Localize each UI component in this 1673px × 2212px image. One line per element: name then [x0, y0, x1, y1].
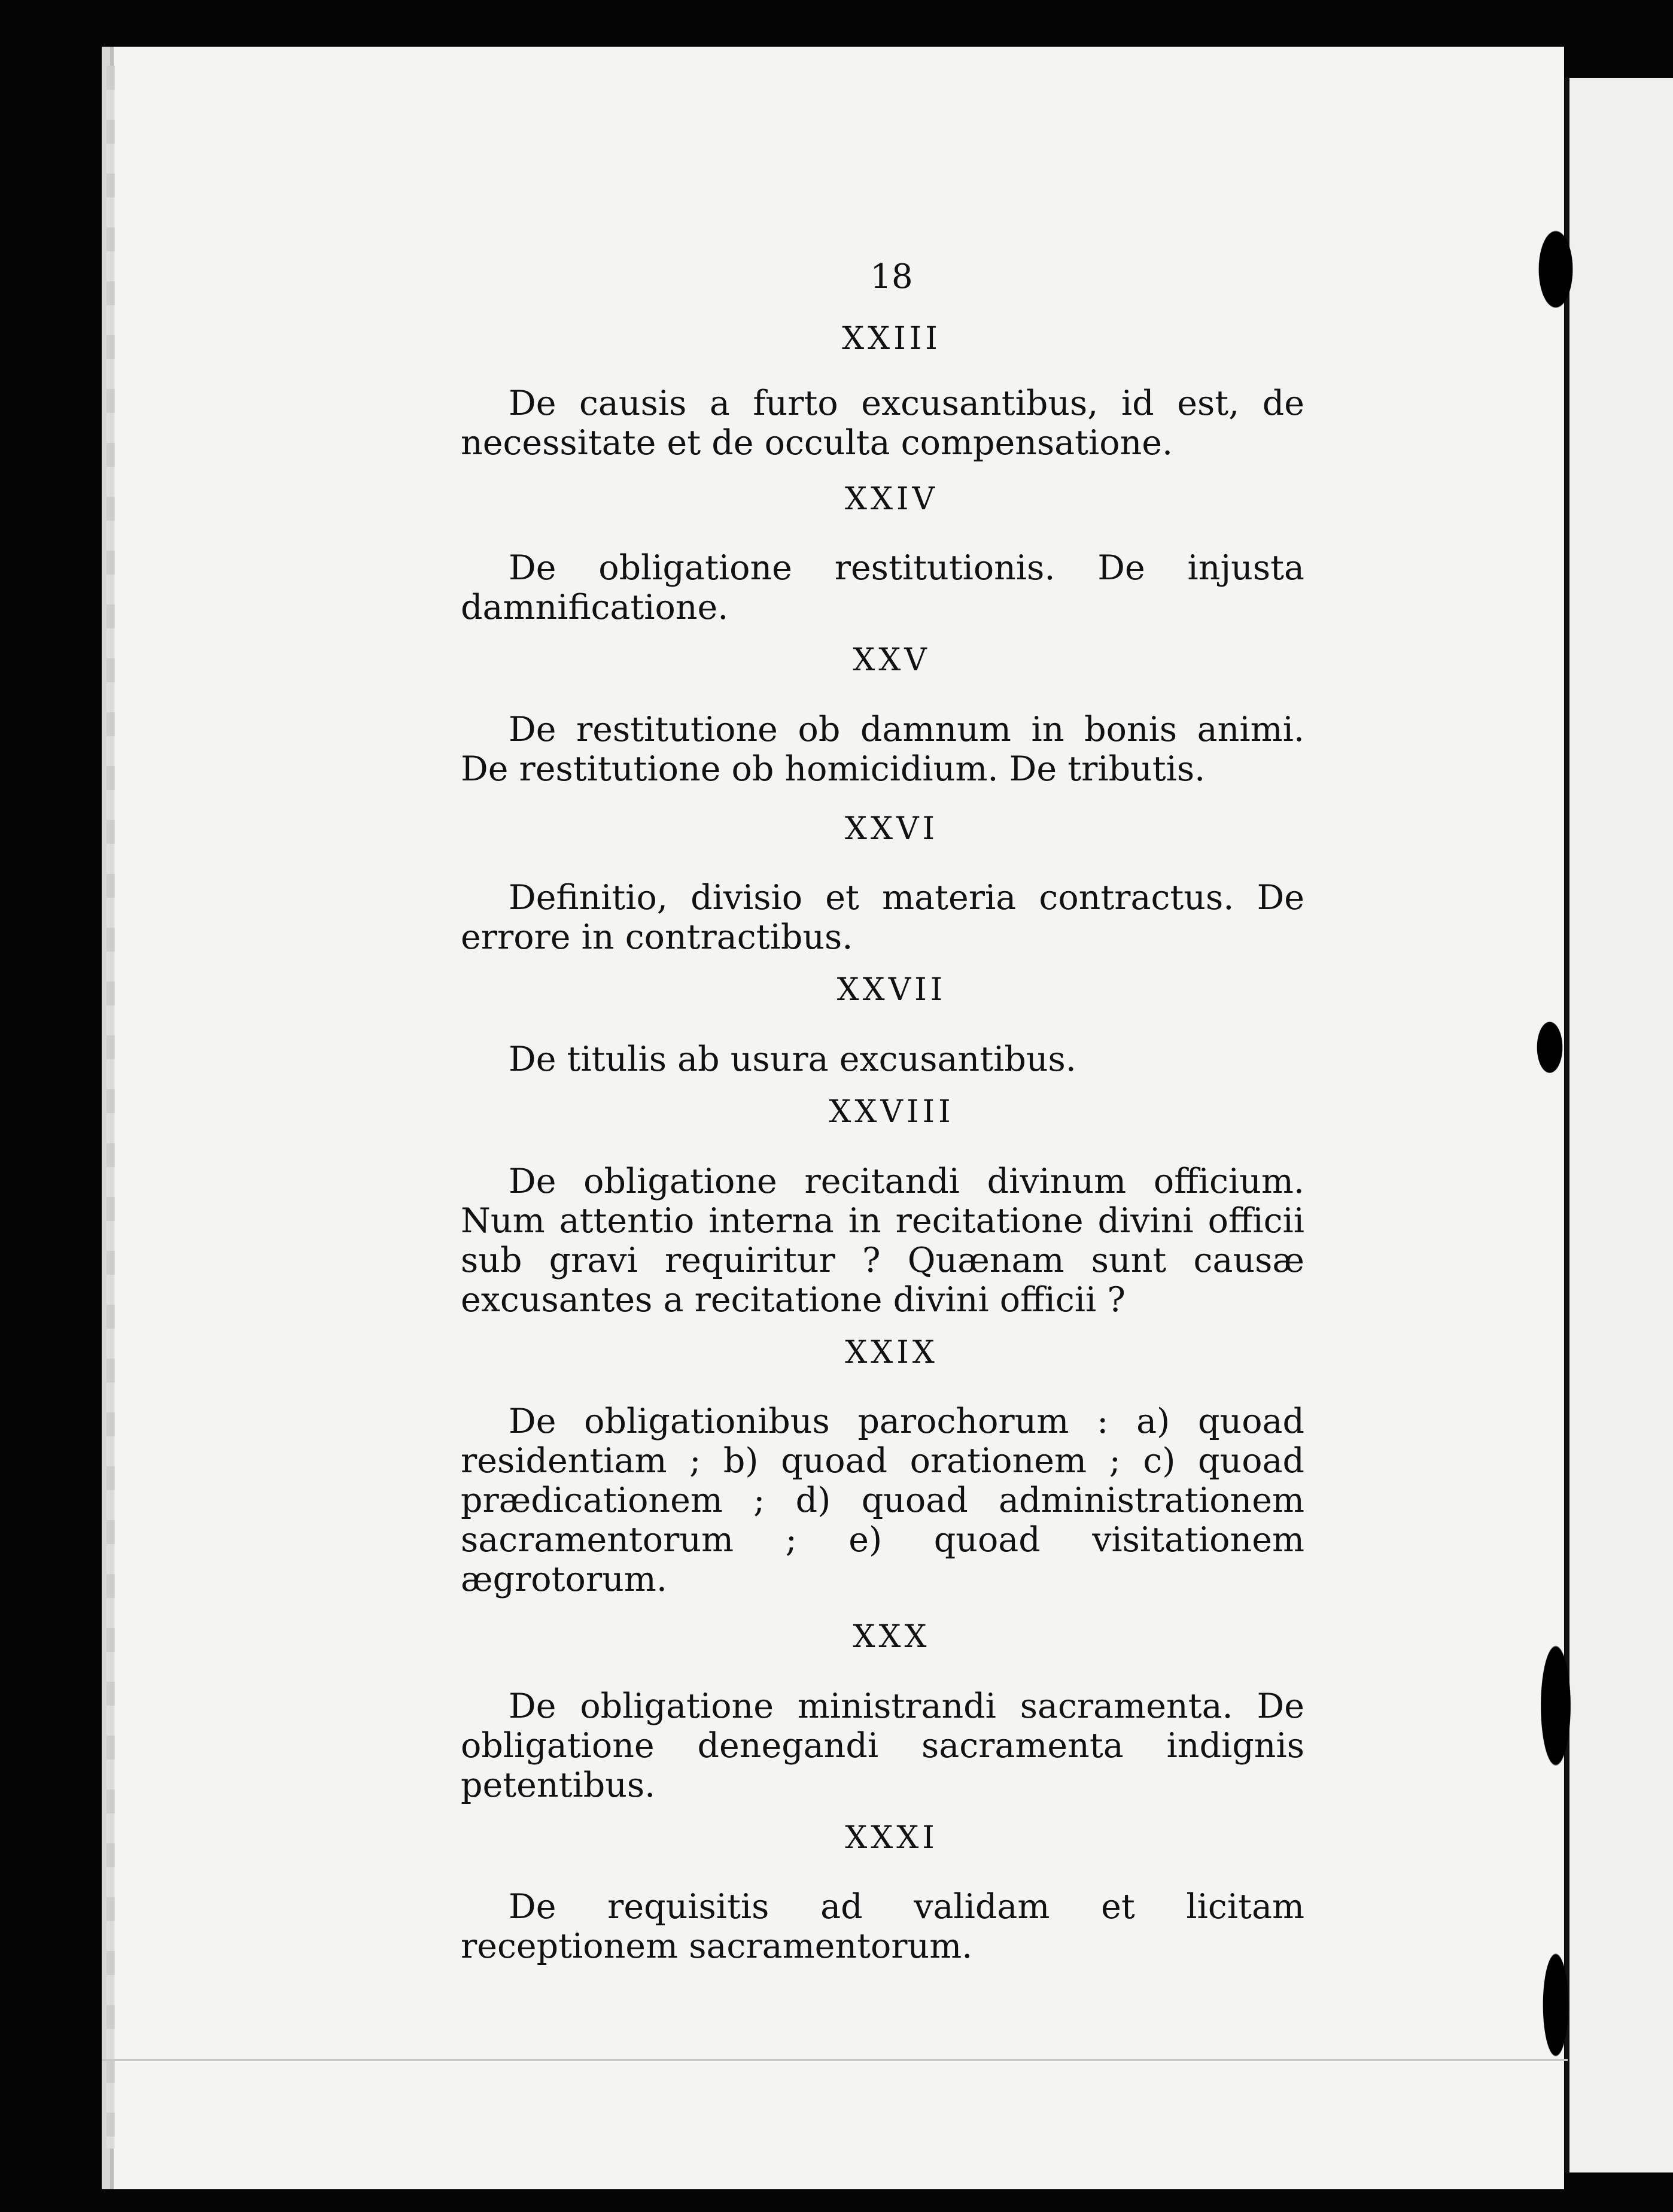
page-number: 18	[870, 257, 913, 296]
section-numeral-xxx: XXX	[853, 1619, 930, 1655]
section-numeral-xxvii: XXVII	[836, 972, 947, 1008]
page-bottom-edge	[102, 2059, 1568, 2061]
section-text-xxxi: De requisitis ad validam et licitam receptionem sacramentorum.	[461, 1887, 1304, 1967]
torn-page-edge	[1520, 90, 1592, 2172]
section-text-xxix: De obligationibus parochorum : a) quoad residentiam ; b) quoad orationem ; c) quoad prædicationem ; d) quoad administrationem sacramentorum ; e) quoad visitationem ægrotorum.	[461, 1402, 1304, 1600]
section-text-xxviii: De obligatione recitandi divinum officium. Num attentio interna in recitatione divini officii sub gravi requiritur ? Quænam sunt causæ excusantes a recitatione divini officii ?	[461, 1161, 1304, 1320]
section-numeral-xxix: XXIX	[845, 1334, 938, 1371]
section-numeral-xxiii: XXIII	[842, 321, 941, 357]
section-numeral-xxviii: XXVIII	[829, 1093, 954, 1130]
section-numeral-xxiv: XXIV	[844, 481, 939, 517]
section-text-xxx: De obligatione ministrandi sacramenta. De obligatione denegandi sacramenta indignis petentibus.	[461, 1686, 1304, 1805]
section-text-xxvi: Definitio, divisio et materia contractus. De errore in contractibus.	[461, 878, 1304, 958]
text-column	[461, 257, 1304, 1979]
section-text-xxiii: De causis a furto excusantibus, id est, de necessitate et de occulta compensatione.	[461, 383, 1304, 463]
section-numeral-xxvi: XXVI	[844, 810, 939, 847]
section-text-xxiv: De obligatione restitutionis. De injusta damnificatione.	[461, 548, 1304, 628]
section-numeral-xxv: XXV	[853, 642, 930, 679]
section-numeral-xxxi: XXXI	[845, 1819, 938, 1856]
page-gutter-edge	[107, 66, 115, 2149]
section-text-xxv: De restitutione ob damnum in bonis animi. De restitutione ob homicidium. De tributis.	[461, 709, 1304, 789]
section-text-xxvii: De titulis ab usura excusantibus.	[509, 1039, 1076, 1079]
